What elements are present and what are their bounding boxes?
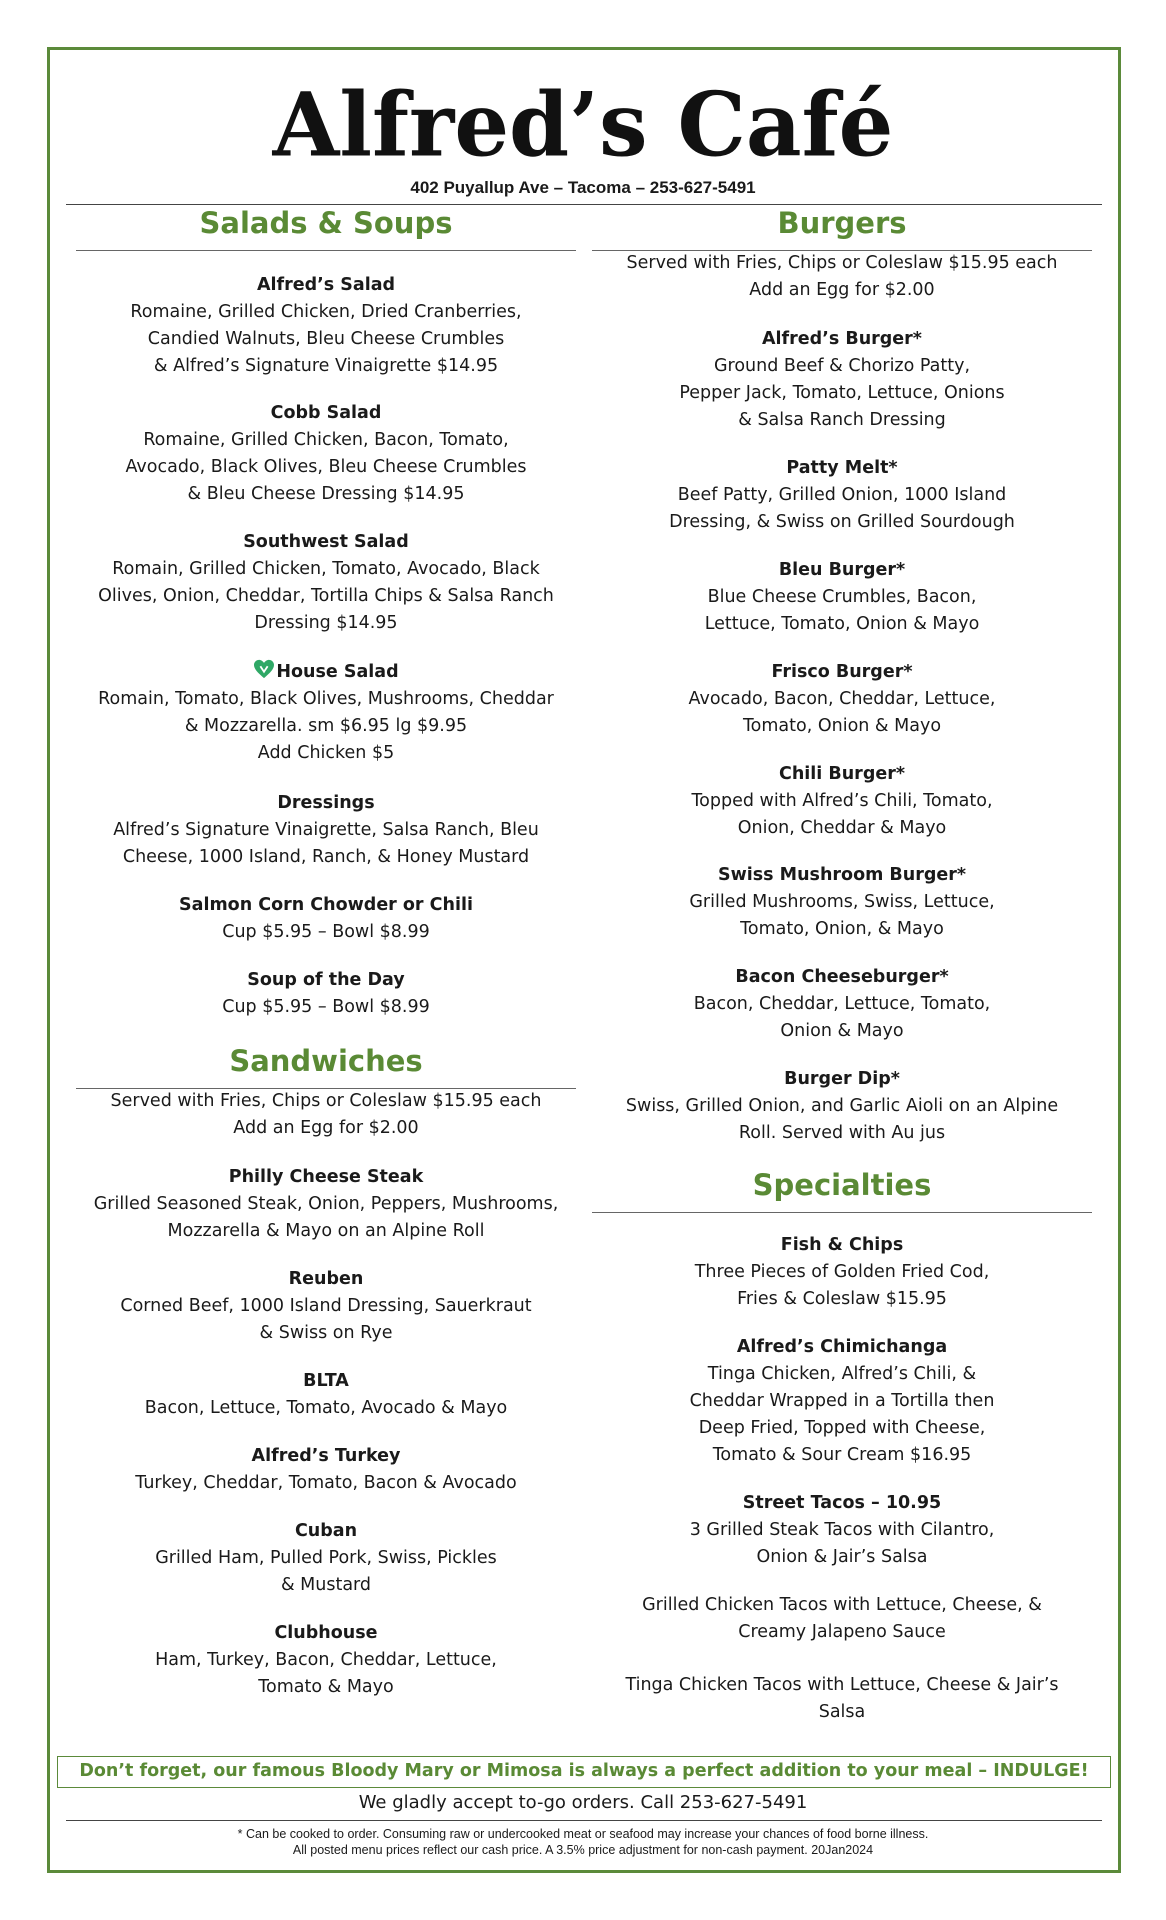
intro-line: Served with Fries, Chips or Coleslaw $15.95 each bbox=[110, 1091, 542, 1111]
section-title-burgers: Burgers bbox=[777, 206, 907, 240]
item-description: Corned Beef, 1000 Island Dressing, Sauerkraut bbox=[120, 1296, 532, 1316]
item-name: Swiss Mushroom Burger* bbox=[717, 865, 967, 885]
item-description: Cheese, 1000 Island, Ranch, & Honey Mustard bbox=[122, 847, 530, 867]
heart-icon bbox=[253, 659, 275, 679]
menu-item bbox=[592, 557, 1092, 638]
item-description: & Bleu Cheese Dressing $14.95 bbox=[187, 484, 465, 504]
section-title-specialties: Specialties bbox=[752, 1168, 932, 1202]
item-name: Bacon Cheeseburger* bbox=[735, 967, 949, 987]
item-name-row bbox=[76, 659, 576, 686]
page-title: Alfred’s Café bbox=[272, 73, 894, 177]
menu-item bbox=[76, 967, 576, 1021]
intro-line: Add an Egg for $2.00 bbox=[749, 280, 935, 300]
item-description: Blue Cheese Crumbles, Bacon, bbox=[707, 587, 977, 607]
menu-item bbox=[592, 964, 1092, 1045]
item-name: Frisco Burger* bbox=[771, 662, 913, 682]
promo-banner: Don’t forget, our famous Bloody Mary or Mimosa is always a perfect addition to your meal – INDULGE! bbox=[57, 1756, 1111, 1788]
menu-item bbox=[592, 659, 1092, 740]
item-description: Onion & Mayo bbox=[780, 1021, 904, 1041]
item-description: Creamy Jalapeno Sauce bbox=[738, 1622, 946, 1642]
menu-item bbox=[592, 1066, 1092, 1147]
item-description: Swiss, Grilled Onion, and Garlic Aioli on an Alpine bbox=[625, 1096, 1059, 1116]
item-description: Romaine, Grilled Chicken, Bacon, Tomato, bbox=[143, 430, 509, 450]
item-description: Pepper Jack, Tomato, Lettuce, Onions bbox=[679, 383, 1005, 403]
section-title-sandwiches: Sandwiches bbox=[229, 1044, 423, 1078]
item-description: & Mustard bbox=[280, 1575, 372, 1595]
item-description: Fries & Coleslaw $15.95 bbox=[737, 1289, 947, 1309]
to-go-orders-line: We gladly accept to-go orders. Call 253-627-5491 bbox=[358, 1792, 808, 1813]
item-description: Grilled Ham, Pulled Pork, Swiss, Pickles bbox=[155, 1548, 497, 1568]
menu-item bbox=[76, 1620, 576, 1701]
item-description: Cup $5.95 – Bowl $8.99 bbox=[222, 997, 430, 1017]
menu-item bbox=[592, 761, 1092, 842]
menu-item bbox=[592, 1672, 1092, 1726]
item-name: Bleu Burger* bbox=[778, 560, 906, 580]
item-description: Romaine, Grilled Chicken, Dried Cranberries, bbox=[130, 302, 522, 322]
item-description: Olives, Onion, Cheddar, Tortilla Chips & Salsa Ranch bbox=[98, 586, 554, 606]
item-description: Avocado, Black Olives, Bleu Cheese Crumbles bbox=[125, 457, 527, 477]
disclaimer-line: * Can be cooked to order. Consuming raw or undercooked meat or seafood may increase your chances of food borne illness. bbox=[237, 1827, 929, 1841]
item-description: Romain, Tomato, Black Olives, Mushrooms, Cheddar bbox=[98, 689, 554, 709]
item-description: Grilled Seasoned Steak, Onion, Peppers, Mushrooms, bbox=[93, 1194, 559, 1214]
menu-item bbox=[76, 529, 576, 637]
header-divider bbox=[66, 204, 1102, 205]
item-description: Tomato, Onion, & Mayo bbox=[740, 919, 944, 939]
menu-item bbox=[76, 1443, 576, 1497]
item-name: Alfred’s Turkey bbox=[251, 1446, 401, 1466]
item-name: Alfred’s Chimichanga bbox=[736, 1337, 948, 1357]
price-notice-line: All posted menu prices reflect our cash price. A 3.5% price adjustment for non-cash payment. 20Jan2024 bbox=[292, 1843, 874, 1857]
item-description: Add Chicken $5 bbox=[257, 743, 395, 763]
section-intro bbox=[592, 250, 1092, 304]
item-description: Roll. Served with Au jus bbox=[738, 1123, 946, 1143]
item-name: Chili Burger* bbox=[779, 764, 905, 784]
menu-item bbox=[76, 1266, 576, 1347]
item-description: Bacon, Lettuce, Tomato, Avocado & Mayo bbox=[144, 1398, 508, 1418]
item-description: Onion, Cheddar & Mayo bbox=[737, 818, 947, 838]
item-description: Cup $5.95 – Bowl $8.99 bbox=[222, 922, 430, 942]
item-description: Tinga Chicken Tacos with Lettuce, Cheese & Jair’s bbox=[625, 1675, 1059, 1695]
menu-item bbox=[76, 1518, 576, 1599]
item-name: Clubhouse bbox=[274, 1623, 378, 1643]
menu-item bbox=[592, 1232, 1092, 1313]
item-name: Street Tacos – 10.95 bbox=[742, 1493, 942, 1513]
intro-line: Add an Egg for $2.00 bbox=[233, 1118, 419, 1138]
item-description: Candied Walnuts, Bleu Cheese Crumbles bbox=[147, 329, 505, 349]
menu-item bbox=[76, 790, 576, 871]
section-title-salads-soups: Salads & Soups bbox=[199, 206, 453, 240]
item-description: Grilled Chicken Tacos with Lettuce, Cheese, & bbox=[642, 1595, 1042, 1615]
item-name: Alfred’s Burger* bbox=[762, 329, 922, 349]
item-description: & Mozzarella. sm $6.95 lg $9.95 bbox=[184, 716, 468, 736]
item-description: Deep Fried, Topped with Cheese, bbox=[698, 1418, 986, 1438]
menu-item bbox=[76, 1368, 576, 1422]
menu-item bbox=[76, 1164, 576, 1245]
item-description: Beef Patty, Grilled Onion, 1000 Island bbox=[677, 485, 1007, 505]
item-description: & Swiss on Rye bbox=[259, 1323, 393, 1343]
item-name: House Salad bbox=[276, 662, 399, 682]
item-description: Topped with Alfred’s Chili, Tomato, bbox=[691, 791, 993, 811]
item-name: Fish & Chips bbox=[780, 1235, 904, 1255]
item-description: Dressing $14.95 bbox=[254, 613, 398, 633]
item-name: Burger Dip* bbox=[784, 1069, 900, 1089]
menu-item bbox=[592, 1490, 1092, 1571]
item-name: Soup of the Day bbox=[247, 970, 405, 990]
item-description: & Salsa Ranch Dressing bbox=[738, 410, 946, 430]
menu-item bbox=[76, 272, 576, 380]
item-description: Cheddar Wrapped in a Tortilla then bbox=[689, 1391, 995, 1411]
section-intro bbox=[76, 1088, 576, 1142]
item-description: Tomato & Sour Cream $16.95 bbox=[712, 1445, 972, 1465]
item-name: Cobb Salad bbox=[270, 403, 382, 423]
item-name: Philly Cheese Steak bbox=[228, 1167, 424, 1187]
item-name: Alfred’s Salad bbox=[256, 275, 396, 295]
intro-line: Served with Fries, Chips or Coleslaw $15.95 each bbox=[626, 253, 1058, 273]
item-description: Avocado, Bacon, Cheddar, Lettuce, bbox=[688, 689, 996, 709]
item-name: Salmon Corn Chowder or Chili bbox=[179, 895, 473, 915]
item-description: Alfred’s Signature Vinaigrette, Salsa Ranch, Bleu bbox=[113, 820, 539, 840]
item-description: Turkey, Cheddar, Tomato, Bacon & Avocado bbox=[135, 1473, 517, 1493]
address-line: 402 Puyallup Ave – Tacoma – 253-627-5491 bbox=[410, 178, 756, 197]
section-divider bbox=[592, 1212, 1092, 1213]
item-description: Salsa bbox=[818, 1702, 866, 1722]
item-description: Ground Beef & Chorizo Patty, bbox=[713, 356, 971, 376]
item-description: & Alfred’s Signature Vinaigrette $14.95 bbox=[153, 356, 499, 376]
menu-item bbox=[592, 862, 1092, 943]
menu-item bbox=[592, 1592, 1092, 1646]
item-description: Tomato, Onion & Mayo bbox=[742, 716, 942, 736]
menu-item bbox=[592, 326, 1092, 434]
item-name: Dressings bbox=[277, 793, 375, 813]
item-description: Bacon, Cheddar, Lettuce, Tomato, bbox=[693, 994, 991, 1014]
menu-item bbox=[592, 455, 1092, 536]
section-divider bbox=[76, 250, 576, 251]
item-description: Lettuce, Tomato, Onion & Mayo bbox=[704, 614, 980, 634]
menu-item bbox=[592, 1334, 1092, 1469]
menu-item bbox=[76, 659, 576, 767]
item-name: Reuben bbox=[288, 1269, 364, 1289]
item-description: Ham, Turkey, Bacon, Cheddar, Lettuce, bbox=[155, 1650, 497, 1670]
item-name: Southwest Salad bbox=[243, 532, 409, 552]
item-description: Romain, Grilled Chicken, Tomato, Avocado, Black bbox=[112, 559, 540, 579]
item-name: Patty Melt* bbox=[786, 458, 898, 478]
item-description: Grilled Mushrooms, Swiss, Lettuce, bbox=[689, 892, 995, 912]
menu-item bbox=[76, 400, 576, 508]
item-description: Onion & Jair’s Salsa bbox=[756, 1547, 928, 1567]
item-name: Cuban bbox=[294, 1521, 358, 1541]
item-description: Tomato & Mayo bbox=[258, 1677, 394, 1697]
menu-item bbox=[76, 892, 576, 946]
item-description: 3 Grilled Steak Tacos with Cilantro, bbox=[689, 1520, 995, 1540]
item-description: Mozzarella & Mayo on an Alpine Roll bbox=[167, 1221, 485, 1241]
item-description: Tinga Chicken, Alfred’s Chili, & bbox=[707, 1364, 977, 1384]
item-name: BLTA bbox=[303, 1371, 349, 1391]
item-description: Dressing, & Swiss on Grilled Sourdough bbox=[669, 512, 1015, 532]
footer-divider bbox=[66, 1820, 1102, 1821]
item-description: Three Pieces of Golden Fried Cod, bbox=[694, 1262, 990, 1282]
